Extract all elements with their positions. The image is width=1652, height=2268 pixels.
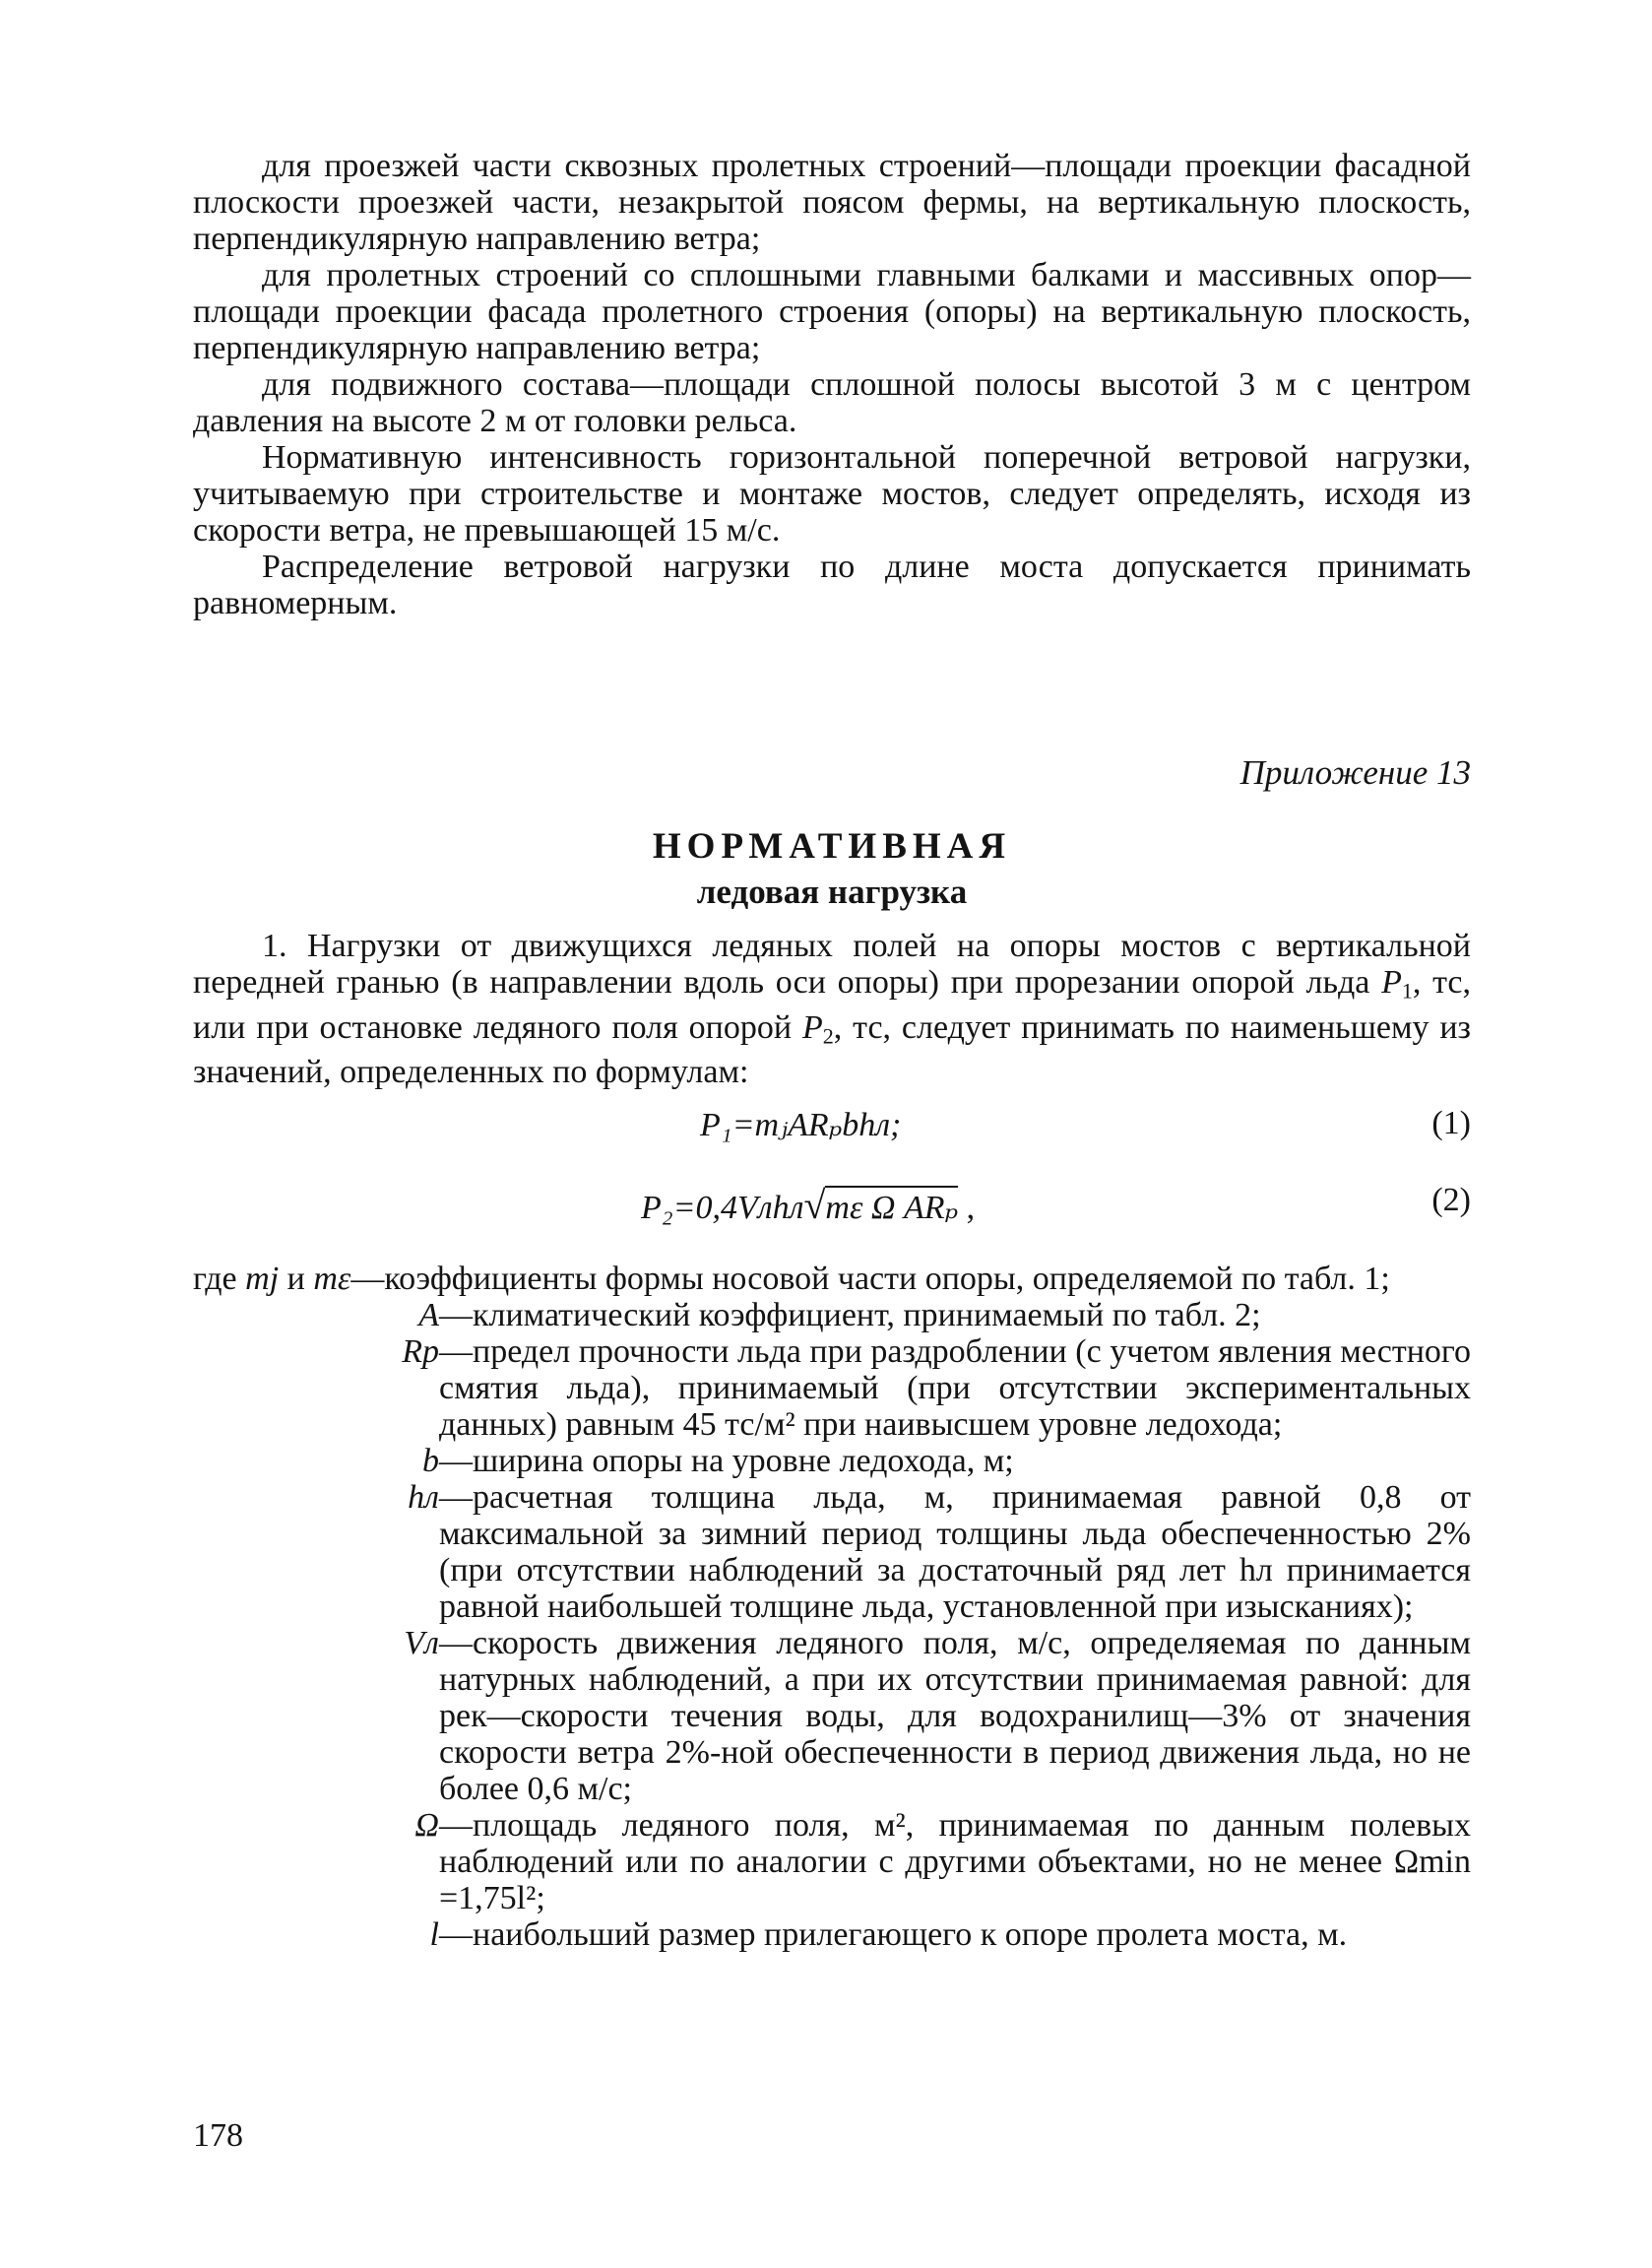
body-text xyxy=(193,148,1471,621)
formula-2-expression: P₂=0,4Vлhл√mε Ω ARₚ , xyxy=(641,1183,976,1227)
definition-item: Rр —предел прочности льда при раздроблении (с учетом явления местного смятия льда), принимаемый (при отсутствии экспериментальных данных) равным 45 тс/м² при наивысшем уровне ледохода; xyxy=(402,1333,1471,1443)
section-heading: НОРМАТИВНАЯ xyxy=(652,826,1012,867)
section-subheading: ледовая нагрузка xyxy=(696,873,968,911)
formula-2 xyxy=(193,1182,1471,1225)
formula-2-number: (2) xyxy=(1431,1182,1471,1218)
definition-item: l —наибольший размер прилегающего к опоре пролета моста, м. xyxy=(429,1916,1348,1953)
paragraph: для пролетных строений со сплошными главными балками и массивных опор—площади проекции фасада пролетного строения (опоры) на вертикальную плоскость, перпендикулярную направлению ветра; xyxy=(193,257,1471,366)
paragraph: для проезжей части сквозных пролетных строений—площади проекции фасадной плоскости проезжей части, незакрытой поясом фермы, на вертикальную плоскость, перпендикулярную направлению ветра; xyxy=(193,148,1471,257)
paragraph: для подвижного состава—площади сплошной полосы высотой 3 м с центром давления на высоте 2 м от головки рельса. xyxy=(193,366,1471,439)
appendix-label: Приложение 13 xyxy=(1239,753,1471,792)
definition-item: A —климатический коэффициент, принимаемый по табл. 2; xyxy=(418,1297,1261,1333)
radicand: mε Ω ARₚ xyxy=(825,1186,958,1226)
paragraph: Нормативную интенсивность горизонтальной поперечной ветровой нагрузки, учитываемую при строительстве и монтаже мостов, следует определять, исходя из скорости ветра, не превышающей 15 м/с. xyxy=(193,439,1471,549)
definition-item: b —ширина опоры на уровне ледохода, м; xyxy=(422,1443,1014,1479)
definition-item: Vл —скорость движения ледяного поля, м/с, определяемая по данным натурных наблюдений, а при их отсутствии принимаемая равной: для рек—скорости течения воды, для водохранилищ—3% от значения скорости ветра 2%-ной обеспеченности в период движения льда, но не более 0,6 м/с; xyxy=(404,1625,1471,1807)
definitions-list xyxy=(193,1261,1471,1953)
item-1: 1. Нагрузки от движущихся ледяных полей на опоры мостов с вертикальной передней гранью (в направлении вдоль оси опоры) при прорезании опорой льда $P_1$, тс, или при остановке ледяного поля опорой $P_2$, тс, следует принимать по наименьшему из значений, определенных по формулам: xyxy=(193,928,1471,1091)
page-number: 178 xyxy=(193,2117,243,2154)
where-line: где mj и mε—коэффициенты формы носовой части опоры, определяемой по табл. 1; xyxy=(193,1261,1390,1297)
formula-1-number: (1) xyxy=(1431,1105,1471,1141)
definition-item: Ω —площадь ледяного поля, м², принимаемая по данным полевых наблюдений или по аналогии с другими объектами, но не менее Ωmin =1,75l²; xyxy=(414,1807,1471,1916)
definition-item: hл —расчетная толщина льда, м, принимаемая равной 0,8 от максимальной за зимний период толщины льда обеспеченностью 2% (при отсутствии наблюдений за достаточный ряд лет hл принимается равной наибольшей толщине льда, установленной при изысканиях); xyxy=(408,1479,1471,1625)
radical-sign: √ xyxy=(803,1183,826,1227)
formula-1-expression: P₁=mⱼARₚbhл; xyxy=(700,1107,902,1143)
formula-1 xyxy=(193,1105,1471,1148)
paragraph: Распределение ветровой нагрузки по длине моста допускается принимать равномерным. xyxy=(193,549,1471,621)
